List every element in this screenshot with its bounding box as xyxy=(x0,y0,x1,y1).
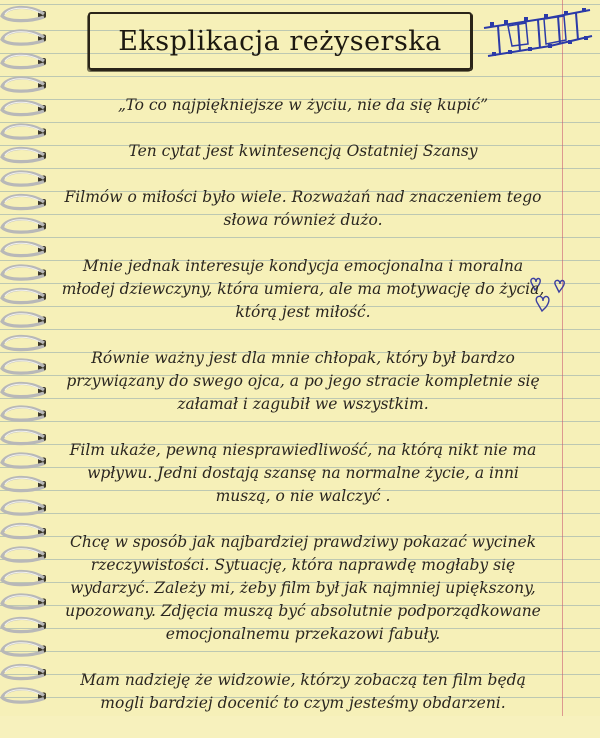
binding-ring xyxy=(2,571,44,584)
margin-line xyxy=(562,0,563,716)
binding-ring xyxy=(2,78,44,91)
binding-ring xyxy=(2,665,44,678)
binding-ring xyxy=(2,195,44,208)
binding-ring xyxy=(2,101,44,114)
binding-ring xyxy=(2,477,44,490)
binding-ring xyxy=(2,595,44,608)
paragraph-3: Równie ważny jest dla mnie chłopak, który był bardzo przywiązany do swego ojca, a po jego stracie kompletnie się załamał i zagubił we wszystkim. xyxy=(66,349,540,413)
quote-text: „To co najpiękniejsze w życiu, nie da się kupić” xyxy=(117,96,489,114)
paragraph-1: Filmów o miłości było wiele. Rozważań nad znaczeniem tego słowa również dużo. xyxy=(64,188,542,229)
binding-ring xyxy=(2,148,44,161)
binding-ring xyxy=(2,407,44,420)
binding-ring xyxy=(2,242,44,255)
binding-ring xyxy=(2,172,44,185)
content-body xyxy=(60,94,546,738)
binding-ring xyxy=(2,336,44,349)
binding-ring xyxy=(2,501,44,514)
subtitle-text: Ten cytat jest kwintesencją Ostatniej Szansy xyxy=(128,142,478,160)
binding-ring xyxy=(2,31,44,44)
paragraph-4: Film ukaże, pewną niesprawiedliwość, na którą nikt nie ma wpływu. Jedni dostają szansę na normalne życie, a inni muszą, o nie walczyć . xyxy=(69,441,537,505)
binding-ring xyxy=(2,289,44,302)
binding-ring xyxy=(2,642,44,655)
binding-ring xyxy=(2,548,44,561)
binding-ring xyxy=(2,313,44,326)
paragraph-2: Mnie jednak interesuje kondycja emocjonalna i moralna młodej dziewczyny, która umiera, ale ma motywację do życia, którą jest miłość. xyxy=(61,257,545,321)
binding-ring xyxy=(2,454,44,467)
paragraph-6: Mam nadzieję że widzowie, którzy zobaczą ten film będą mogli bardziej docenić to czym jesteśmy obdarzeni. xyxy=(80,671,526,712)
binding-ring xyxy=(2,383,44,396)
film-strip-icon xyxy=(478,6,598,76)
paragraph-5: Chcę w sposób jak najbardziej prawdziwy pokazać wycinek rzeczywistości. Sytuację, która naprawdę mogłaby się wydarzyć. Zależy mi, żeby film był jak najmniej upiększony, upozowany. Zdjęcia muszą być absolutnie podporządkowane emocjonalnemu przekazowi fabuły. xyxy=(65,533,541,643)
page-title: Eksplikacja reżyserska xyxy=(118,25,442,57)
binding-ring xyxy=(2,360,44,373)
binding-ring xyxy=(2,125,44,138)
binding-ring xyxy=(2,689,44,702)
binding-ring xyxy=(2,54,44,67)
binding-ring xyxy=(2,266,44,279)
spiral-binding-icon xyxy=(0,0,60,716)
binding-ring xyxy=(2,430,44,443)
title-frame xyxy=(88,12,472,70)
binding-ring xyxy=(2,219,44,232)
binding-ring xyxy=(2,7,44,20)
binding-ring xyxy=(2,618,44,631)
binding-ring xyxy=(2,524,44,537)
